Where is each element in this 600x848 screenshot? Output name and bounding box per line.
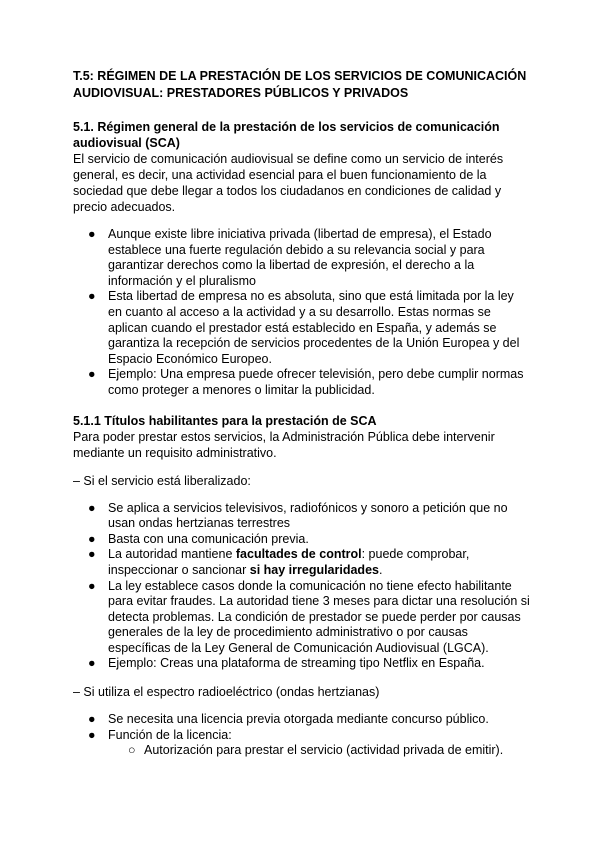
list-item: ● Esta libertad de empresa no es absoluta, sino que está limitada por la ley en cuanto al acceso a la actividad y a su desarrollo. Estas normas se aplican cuando el prestador está establecido en España, y además se garantiza la recepción de servicios procedentes de la Unión Europea y del Espacio Económico Europeo. bbox=[88, 289, 520, 366]
bullet-icon: ● bbox=[88, 712, 96, 727]
liberalizado-label: – Si el servicio está liberalizado: bbox=[73, 473, 251, 488]
section-5-1-bullets bbox=[73, 227, 530, 399]
espectro-label: – Si utiliza el espectro radioeléctrico (ondas hertzianas) bbox=[73, 685, 380, 700]
title-line-1: T.5: RÉGIMEN DE LA PRESTACIÓN DE LOS SERVICIOS DE COMUNICACIÓN bbox=[73, 69, 527, 83]
section-5-1-intro: El servicio de comunicación audiovisual se define como un servicio de interés general, es decir, una actividad esencial para el buen funcionamiento de la sociedad que debe llegar a todos los ciudadanos en condiciones de calidad y precio adecuados. bbox=[73, 152, 504, 214]
bullet-icon: ● bbox=[88, 578, 96, 593]
list-item: ● La autoridad mantiene facultades de control: puede comprobar, inspeccionar o sancionar si hay irregularidades. bbox=[88, 547, 470, 577]
title-line-2: AUDIOVISUAL: PRESTADORES PÚBLICOS Y PRIVADOS bbox=[73, 86, 409, 100]
list-item: ● Basta con una comunicación previa. bbox=[88, 531, 309, 546]
list-item: ● La ley establece casos donde la comunicación no tiene efecto habilitante para evitar fraudes. La autoridad tiene 3 meses para dictar una resolución si detecta problemas. La condición de prestador se puede perder por causas generales de la ley de procedimiento administrativo o por causas específicas de la Ley General de Comunicación Audiovisual (LGCA). bbox=[88, 578, 530, 655]
document-title bbox=[73, 68, 530, 102]
bullet-icon: ● bbox=[88, 289, 96, 304]
circle-bullet-icon: ○ bbox=[128, 743, 136, 758]
bullet-icon: ● bbox=[88, 656, 96, 671]
bullet-icon: ● bbox=[88, 500, 96, 515]
espectro-sub-bullets bbox=[73, 743, 530, 759]
list-item: ● Aunque existe libre iniciativa privada (libertad de empresa), el Estado establece una fuerte regulación debido a su relevancia social y para garantizar derechos como la libertad de expresión, el derecho a la información y el pluralismo bbox=[88, 227, 492, 288]
espectro-bullets bbox=[73, 712, 530, 743]
list-item: ● Se necesita una licencia previa otorgada mediante concurso público. bbox=[88, 712, 489, 727]
list-item: ● Ejemplo: Creas una plataforma de streaming tipo Netflix en España. bbox=[88, 656, 485, 671]
bullet-icon: ● bbox=[88, 227, 96, 241]
bullet-icon: ● bbox=[88, 367, 96, 382]
list-item: ● Se aplica a servicios televisivos, radiofónicos y sonoro a petición que no usan ondas hertzianas terrestres bbox=[88, 500, 508, 531]
list-item: ● Función de la licencia: bbox=[88, 727, 232, 742]
liberalizado-bullets bbox=[73, 501, 530, 673]
bullet-icon: ● bbox=[88, 727, 96, 742]
list-item: ○ Autorización para prestar el servicio (actividad privada de emitir). bbox=[128, 743, 504, 758]
section-5-1-1-intro: Para poder prestar estos servicios, la Administración Pública debe intervenir mediante un requisito administrativo. bbox=[73, 429, 495, 460]
si-hay-irregularidades: si hay irregularidades bbox=[249, 562, 379, 577]
facultades-de-control: facultades de control bbox=[235, 547, 362, 562]
bullet-icon: ● bbox=[88, 531, 96, 546]
section-5-1-1-heading: 5.1.1 Títulos habilitantes para la prestación de SCA bbox=[73, 413, 377, 428]
section-5-1-heading: 5.1. Régimen general de la prestación de los servicios de comunicación audiovisual (SCA) bbox=[73, 120, 500, 150]
bullet-icon: ● bbox=[88, 547, 96, 562]
list-item: ● Ejemplo: Una empresa puede ofrecer televisión, pero debe cumplir normas como proteger a menores o limitar la publicidad. bbox=[88, 367, 524, 397]
